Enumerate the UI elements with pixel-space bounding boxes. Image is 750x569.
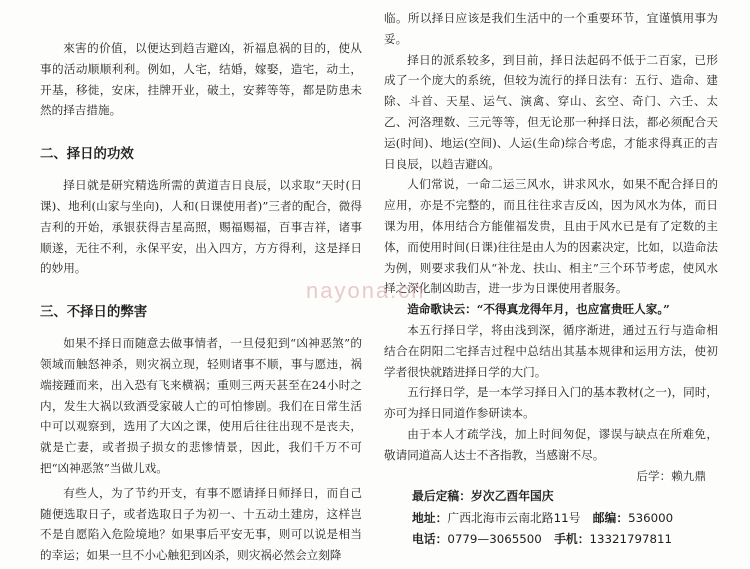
mobile-value: 13321797811 (589, 532, 673, 547)
left-paragraph-4: 有些人，为了节约开支，有事不愿请择日师择日，而自己随便选取日子，或者选取日子为初一、十五动土建房，这样岂不是自愿陷入危险境地？如果事后平安无事，则可以说是相当的幸运；如果一旦不小心触犯到凶杀，则灾祸必然会立刻降 (40, 485, 362, 563)
section-heading-harms: 三、不择日的弊害 (40, 305, 148, 321)
right-paragraph-1: 临。所以择日应该是我们生活中的一个重要环节，宜谨慎用事为妥。 (384, 11, 718, 46)
left-paragraph-2: 择日就是研究精选所需的黄道吉日良辰，以求取“天时(日课)、地利(山家与坐向)，人和(日课使用者)”三者的配合，微得吉利的开始，承银获得吉星高照，赐福赐福，百事吉祥，诸事顺遂，无往不利，永保平安，出入四方，方方得利，这是择日的妙用。 (40, 178, 362, 276)
phone-label: 电话： (412, 532, 448, 547)
right-column (384, 0, 718, 551)
zip-value: 536000 (628, 510, 674, 525)
final-draft-value: 岁次乙酉年国庆 (471, 489, 554, 504)
author-signature: 后学：赖九鼎 (636, 468, 706, 483)
mobile-label: 手机： (554, 532, 590, 547)
right-paragraph-3: 人们常说，一命二运三风水，讲求风水，如果不配合择日的应用，亦是不完整的，而且往往求吉反凶，因为风水为体，而日课为用，体用结合方能催福发贵，且由于风水已是有了定数的主体，而使用时间(日课)往往是由人为的因素决定，比如，以造命法为例，则要求我们从“补龙、扶山、相主”三个环节考虑，使风水择之深化制凶助吉，进一步为日课使用者服务。 (384, 177, 718, 296)
address-value: 广西北海市云南北路11号 (447, 510, 581, 525)
address-label: 地址： (412, 510, 448, 525)
right-paragraph-2: 择日的派系较多，到目前，择日法起码不低于二百家，已形成了一个庞大的系统，但较为流行的择日法有：五行、造命、建除、斗首、天星、运气、演禽、穿山、玄空、奇门、六壬、太乙、河洛理数、三元等等，但无论那一种择日法，都必须配合天运(时间)、地运(空间)、人运(生命)综合考虑，才能求得真正的吉日良辰，以趋吉避凶。 (384, 52, 718, 171)
final-draft-line (384, 486, 718, 508)
right-paragraph-5: 本五行择日学，将由浅到深，循序渐进，通过五行与造命相结合在阴阳二宅择吉过程中总结出其基本规律和运用方法，使初学者很快就踏进择日学的大门。 (384, 322, 718, 379)
final-draft-label: 最后定稿： (412, 489, 471, 504)
phone-line (384, 529, 718, 551)
address-line (384, 508, 718, 530)
phone-value: 0779—3065500 (447, 532, 542, 547)
left-paragraph-3: 如果不择日而随意去做事情者，一旦侵犯到“凶神恶煞”的领域而触怒神杀，则灾祸立现，轻则诸事不顺，事与愿违，祸端接踵而来，出入恐有飞来横祸；重则三两天甚至在24小时之内，发生大祸以致酒受家破人亡的可怕惨剧。我们在日常生活中可以观察到，选用了大凶之课，使用后往往出现不是丧夫，就是亡妻，或者损子损女的悲惨情景，因此，我们千万不可把“凶神恶煞”当做儿戏。 (40, 336, 362, 475)
left-paragraph-1: 來害的价值，以便达到趋吉避凶，祈福息祸的目的，使从事的活动顺顺利利。例如，人宅，结婚，嫁娶，造宅，动土，开基，移徙，安床，挂牌开业，破土，安葬等等，都是防患未然的择吉措施。 (40, 41, 362, 118)
right-paragraph-4: 造命歌诀云：“不得真龙得年月，也应富贵旺人家。” (407, 302, 670, 317)
publication-info (384, 486, 718, 551)
section-heading-effects: 二、择日的功效 (40, 147, 134, 163)
watermark-text: nayona.cn (306, 278, 426, 303)
right-paragraph-7: 由于本人才疏学浅，加上时间匆促，谬误与缺点在所难免，敬请同道高人达士不吝指教，当感谢不尽。 (384, 426, 718, 462)
right-paragraph-6: 五行择日学，是一本学习择日入门的基本教材(之一)，同时，亦可为择日同道作参研读本。 (384, 385, 718, 421)
zip-label: 邮编： (592, 510, 629, 525)
